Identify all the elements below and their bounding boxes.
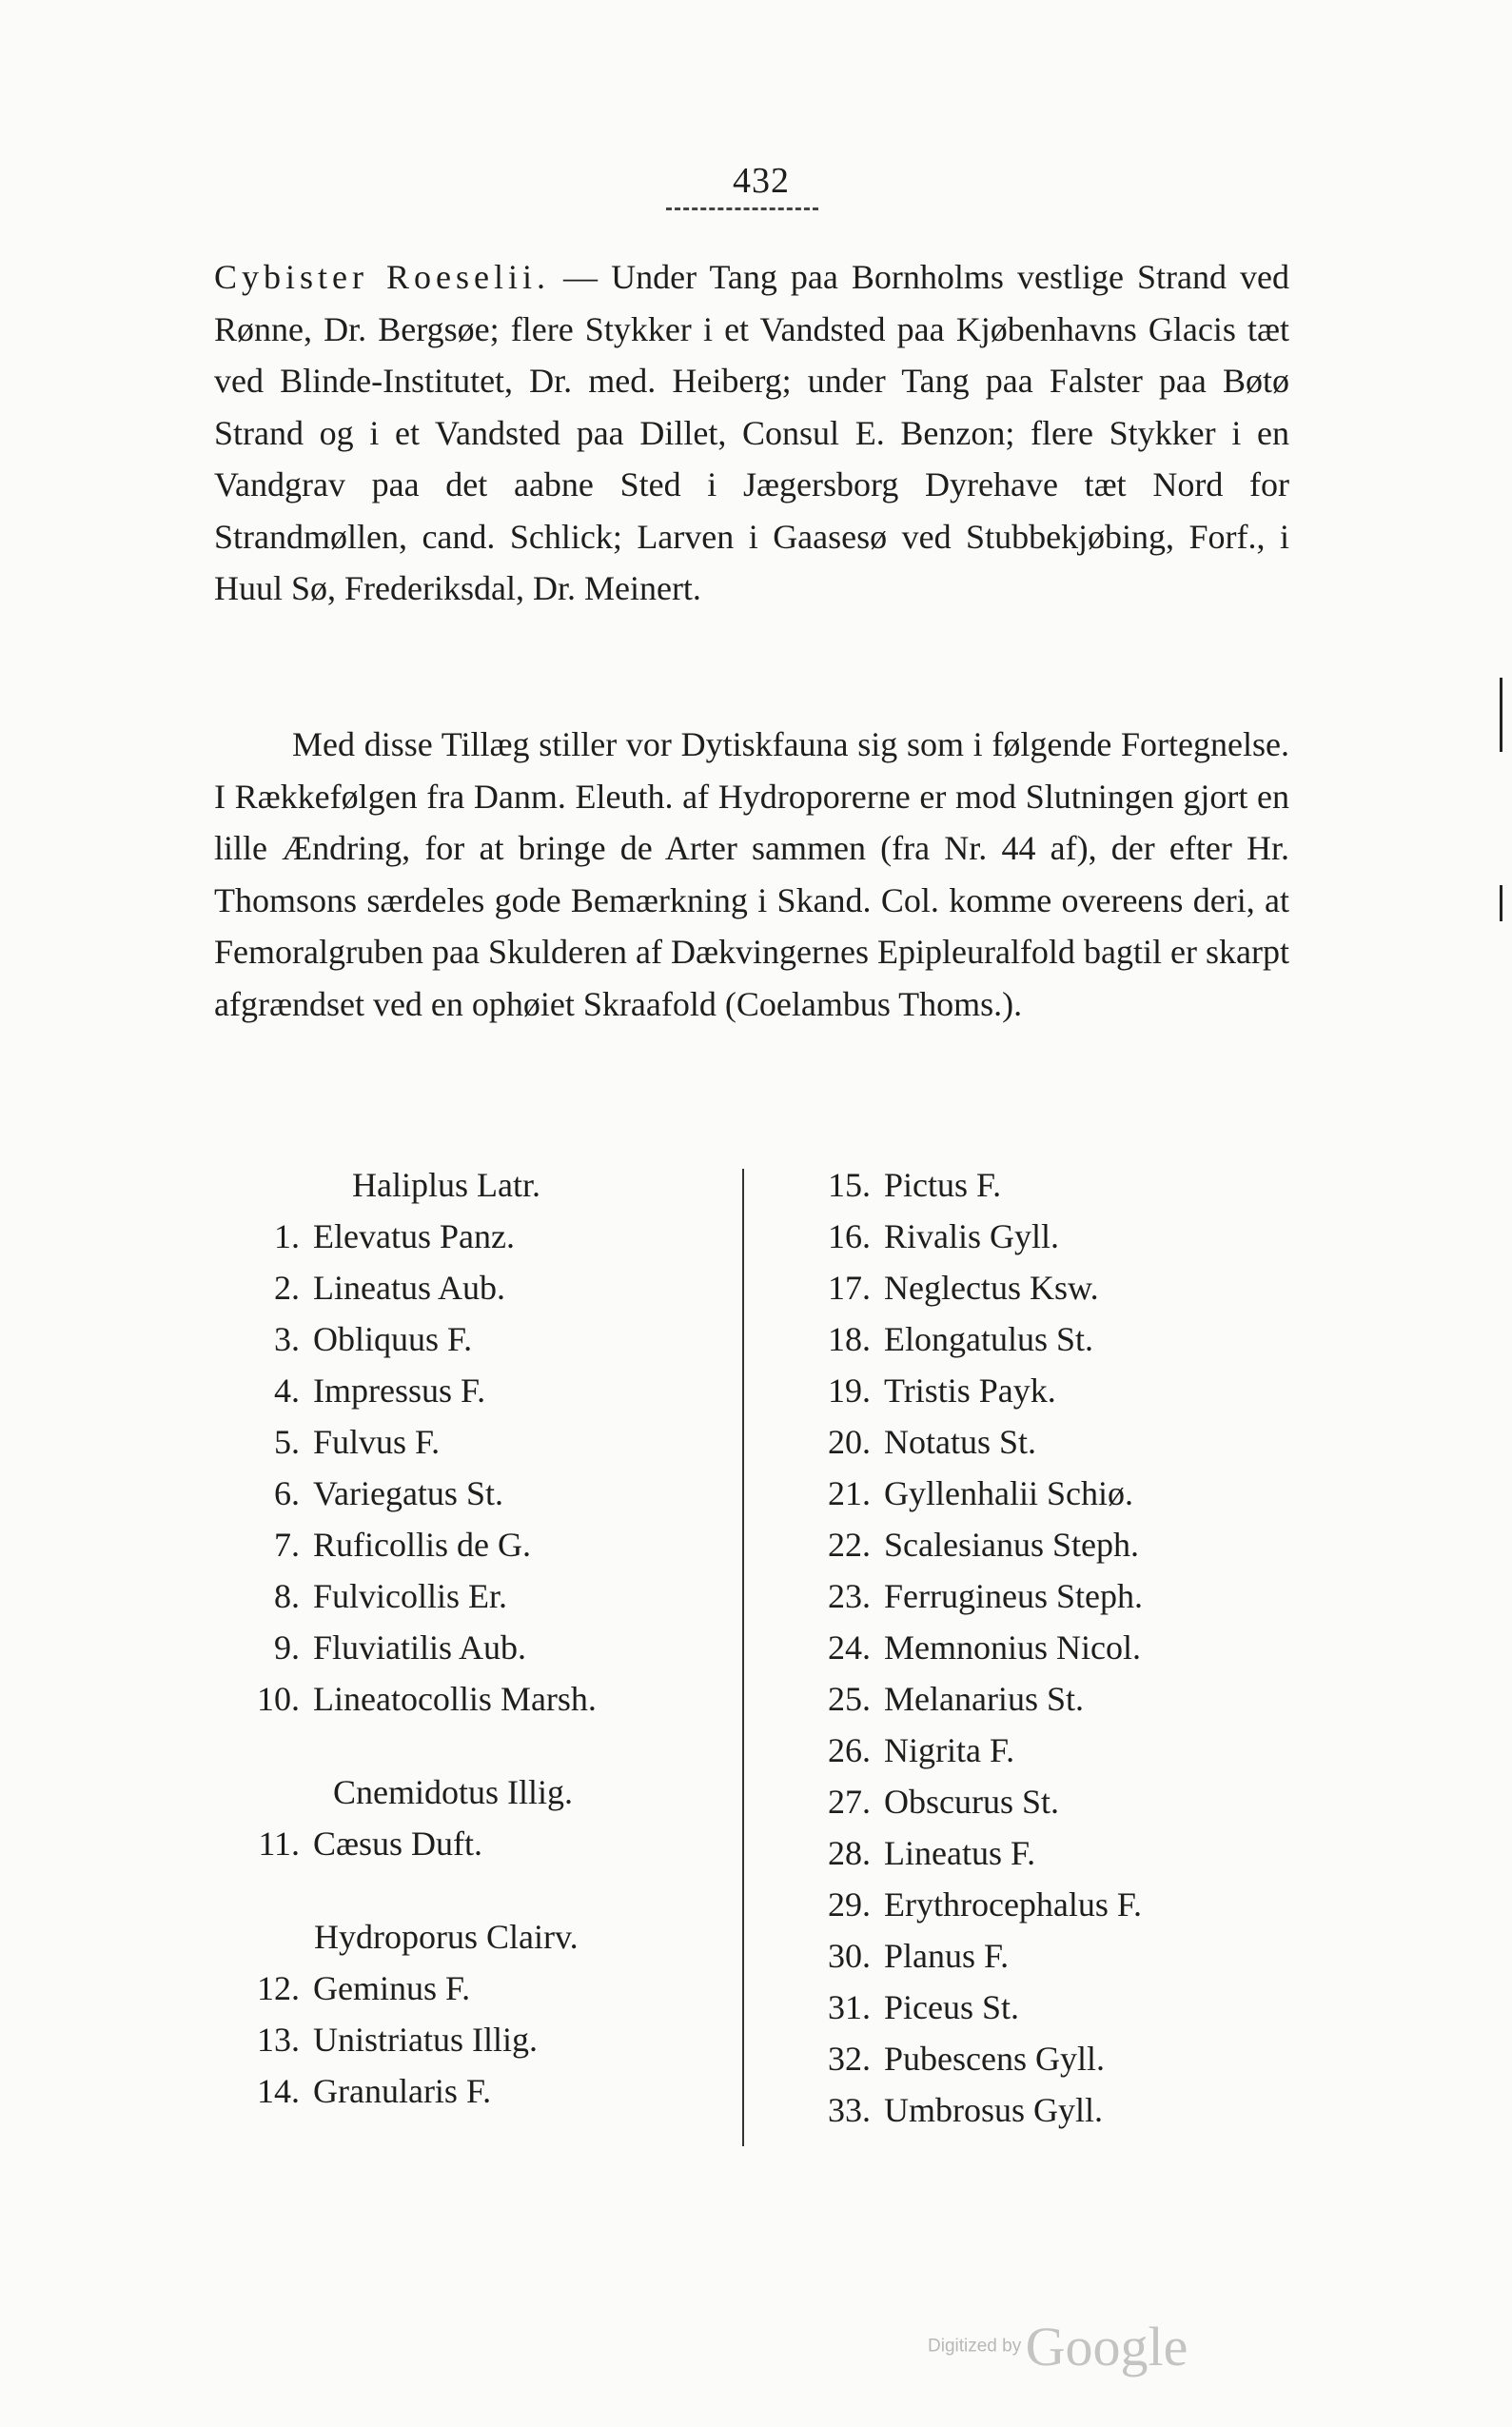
item-number: 21.: [828, 1474, 871, 1512]
item-name: Melanarius St.: [884, 1680, 1084, 1718]
list-item: [219, 1519, 714, 1570]
list-item: [219, 1963, 714, 2014]
page-number: 432: [733, 161, 790, 201]
item-number: 28.: [828, 1834, 871, 1872]
item-number: 11.: [258, 1825, 300, 1863]
item-number: 29.: [828, 1885, 871, 1924]
paragraph-cybister: [214, 251, 1289, 615]
list-item: [219, 2014, 714, 2065]
item-name: Scalesianus Steph.: [884, 1526, 1139, 1564]
list-item: [790, 1159, 1285, 1211]
item-number: 23.: [828, 1577, 871, 1615]
list-item: [790, 1879, 1285, 1930]
item-number: 32.: [828, 2040, 871, 2078]
list-item: [790, 2033, 1285, 2084]
item-name: Tristis Payk.: [884, 1371, 1056, 1410]
item-number: 6.: [274, 1474, 300, 1512]
paragraph-body: — Under Tang paa Bornholms vestlige Strand ved Rønne, Dr. Bergsøe; flere Stykker i et Vandsted paa Kjøbenhavns Glacis tæt ved Blinde-Institutet, Dr. med. Heiberg; under Tang paa Falster paa Bøtø Strand og i et Vandsted paa Dillet, Consul E. Benzon; flere Stykker i en Vandgrav paa det aabne Sted i Jægersborg Dyrehave tæt Nord for Strandmøllen, cand. Schlick; Larven i Gaasesø ved Stubbekjøbing, Forf., i Huul Sø, Frederiksdal, Dr. Meinert.: [214, 258, 1289, 607]
item-number: 24.: [828, 1628, 871, 1667]
genus-heading: Haliplus Latr.: [352, 1166, 540, 1204]
item-name: Lineatocollis Marsh.: [313, 1680, 597, 1718]
item-number: 15.: [828, 1166, 871, 1204]
column-divider: [742, 1169, 744, 2146]
item-name: Notatus St.: [884, 1423, 1037, 1461]
item-number: 18.: [828, 1320, 871, 1358]
list-item: [219, 1262, 714, 1313]
list-item: [790, 1622, 1285, 1673]
list-item: [790, 1776, 1285, 1827]
item-name: Obscurus St.: [884, 1783, 1060, 1821]
item-number: 12.: [257, 1969, 300, 2007]
item-name: Fulvicollis Er.: [313, 1577, 508, 1615]
list-item: [219, 1673, 714, 1725]
item-number: 16.: [828, 1217, 871, 1255]
item-name: Granularis F.: [313, 2072, 492, 2110]
margin-scan-mark: [1500, 885, 1502, 921]
item-name: Obliquus F.: [313, 1320, 473, 1358]
item-number: 27.: [828, 1783, 871, 1821]
margin-scan-mark: [1500, 678, 1502, 752]
paragraph-introduction: [214, 719, 1289, 1030]
item-number: 2.: [274, 1269, 300, 1307]
item-number: 9.: [274, 1628, 300, 1667]
item-name: Geminus F.: [313, 1969, 471, 2007]
digitized-watermark: [928, 2315, 1188, 2378]
item-name: Rivalis Gyll.: [884, 1217, 1060, 1255]
list-item: [790, 1416, 1285, 1468]
species-lead: Cybister Roeselii.: [214, 258, 551, 296]
watermark-prefix: Digitized by: [928, 2336, 1022, 2357]
item-number: 25.: [828, 1680, 871, 1718]
item-name: Gyllenhalii Schiø.: [884, 1474, 1133, 1512]
spacer: [219, 1725, 714, 1766]
item-name: Pictus F.: [884, 1166, 1002, 1204]
item-name: Piceus St.: [884, 1988, 1020, 2026]
list-item: [790, 1827, 1285, 1879]
item-name: Neglectus Ksw.: [884, 1269, 1099, 1307]
list-item: [219, 1211, 714, 1262]
item-number: 17.: [828, 1269, 871, 1307]
item-name: Cæsus Duft.: [313, 1825, 483, 1863]
item-number: 7.: [274, 1526, 300, 1564]
item-number: 26.: [828, 1731, 871, 1769]
list-item: [219, 1313, 714, 1365]
list-item: [790, 1468, 1285, 1519]
list-item: [790, 1982, 1285, 2033]
item-name: Lineatus F.: [884, 1834, 1036, 1872]
spacer: [219, 1869, 714, 1911]
list-item: [790, 1313, 1285, 1365]
item-name: Impressus F.: [313, 1371, 486, 1410]
genus-heading: Cnemidotus Illig.: [333, 1773, 573, 1811]
item-number: 5.: [274, 1423, 300, 1461]
item-name: Pubescens Gyll.: [884, 2040, 1105, 2078]
list-item: [219, 1570, 714, 1622]
item-name: Nigrita F.: [884, 1731, 1015, 1769]
item-name: Umbrosus Gyll.: [884, 2091, 1104, 2129]
list-item: [219, 2065, 714, 2117]
species-list-right: [790, 1159, 1285, 2136]
list-item: [790, 1673, 1285, 1725]
list-item: [219, 1365, 714, 1416]
item-name: Fluviatilis Aub.: [313, 1628, 527, 1667]
item-number: 1.: [274, 1217, 300, 1255]
item-number: 31.: [828, 1988, 871, 2026]
list-item: [790, 1570, 1285, 1622]
list-item: [790, 1365, 1285, 1416]
list-item: [790, 1519, 1285, 1570]
item-number: 20.: [828, 1423, 871, 1461]
list-item: [219, 1818, 714, 1869]
item-number: 30.: [828, 1937, 871, 1975]
list-item: [790, 1262, 1285, 1313]
list-item: [790, 1930, 1285, 1982]
item-number: 10.: [257, 1680, 300, 1718]
paragraph-body: Med disse Tillæg stiller vor Dytiskfauna sig som i følgende Fortegnelse. I Rækkefølgen fra Danm. Eleuth. af Hydroporerne er mod Slutningen gjort en lille Ændring, for at bringe de Arter sammen (fra Nr. 44 af), der efter Hr. Thomsons særdeles gode Bemærkning i Skand. Col. komme overeens deri, at Femoralgruben paa Skulderen af Dækvingernes Epipleuralfold bagtil er skarpt afgrændset ved en ophøiet Skraafold (Coelambus Thoms.).: [214, 725, 1289, 1023]
list-item: [790, 2084, 1285, 2136]
item-number: 19.: [828, 1371, 871, 1410]
item-number: 13.: [257, 2021, 300, 2059]
list-item: [790, 1211, 1285, 1262]
item-number: 14.: [257, 2072, 300, 2110]
page-number-rule: [666, 207, 818, 210]
item-name: Memnonius Nicol.: [884, 1628, 1141, 1667]
item-name: Variegatus St.: [313, 1474, 503, 1512]
watermark-brand: Google: [1025, 2316, 1188, 2378]
item-name: Fulvus F.: [313, 1423, 441, 1461]
item-name: Erythrocephalus F.: [884, 1885, 1143, 1924]
list-item: [790, 1725, 1285, 1776]
item-number: 8.: [274, 1577, 300, 1615]
item-number: 3.: [274, 1320, 300, 1358]
species-list-left: [219, 1159, 714, 2117]
item-name: Unistriatus Illig.: [313, 2021, 538, 2059]
item-name: Lineatus Aub.: [313, 1269, 505, 1307]
item-number: 33.: [828, 2091, 871, 2129]
item-name: Ferrugineus Steph.: [884, 1577, 1143, 1615]
item-name: Elongatulus St.: [884, 1320, 1094, 1358]
list-item: [219, 1622, 714, 1673]
list-item: [219, 1416, 714, 1468]
item-number: 4.: [274, 1371, 300, 1410]
item-name: Elevatus Panz.: [313, 1217, 515, 1255]
list-item: [219, 1468, 714, 1519]
genus-heading: Hydroporus Clairv.: [314, 1918, 579, 1956]
item-name: Ruficollis de G.: [313, 1526, 531, 1564]
item-number: 22.: [828, 1526, 871, 1564]
item-name: Planus F.: [884, 1937, 1010, 1975]
